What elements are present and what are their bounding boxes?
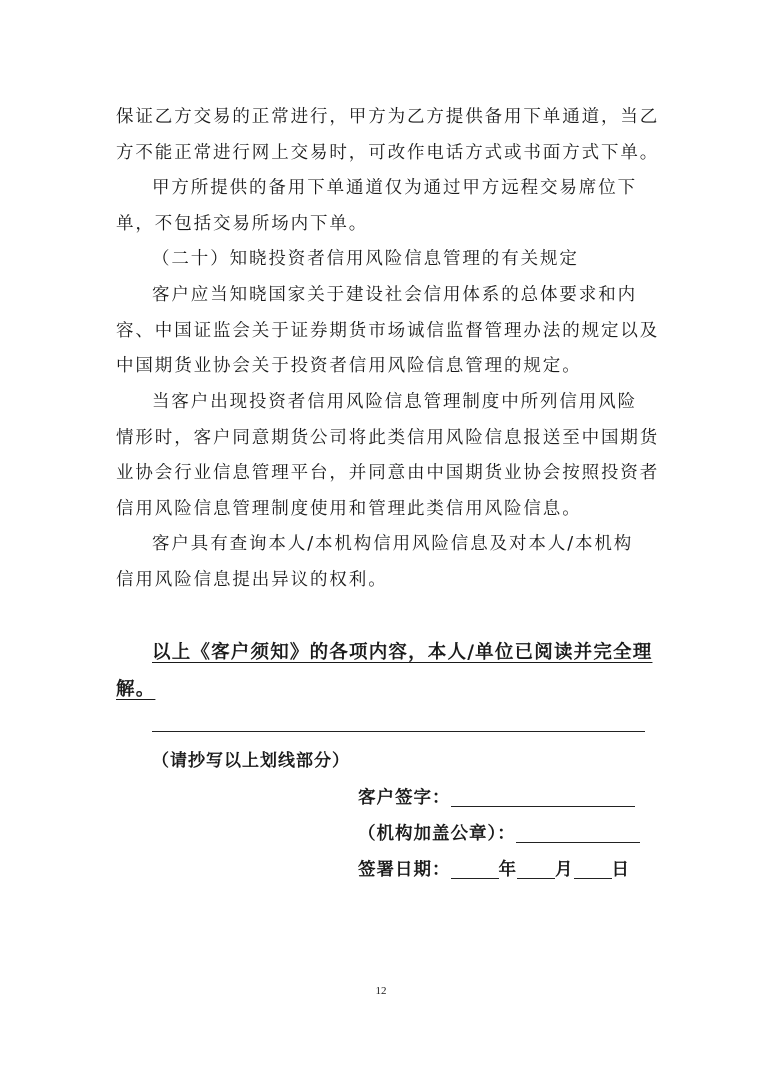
text-line: 容、中国证监会关于证券期货市场诚信监督管理办法的规定以及 [116,320,660,341]
year-label: 年 [498,860,517,880]
section-heading-text: （二十）知晓投资者信用风险信息管理的有关规定 [152,249,579,269]
seal-row [358,820,640,845]
copy-write-line[interactable] [152,731,645,732]
section-heading [116,242,648,278]
paragraph-backup-channel [116,100,660,171]
seal-label: （机构加盖公章）： [358,824,516,844]
day-field[interactable] [574,858,612,879]
day-label: 日 [611,860,630,880]
text-line: 中国期货业协会关于投资者信用风险信息管理的规定。 [116,356,582,377]
text-line: 当客户出现投资者信用风险信息管理制度中所列信用风险 [152,392,637,412]
paragraph-credit-rules [116,278,660,385]
customer-signature-field[interactable] [451,786,635,807]
paragraph-backup-scope [116,171,648,242]
date-row [358,856,630,881]
acknowledgement-statement [116,634,656,708]
month-label: 月 [555,860,574,880]
text-line: 信用风险信息管理制度使用和管理此类信用风险信息。 [116,498,582,519]
text-line: 客户具有查询本人/本机构信用风险信息及对本人/本机构 [152,534,634,554]
customer-signature-row [358,784,635,809]
copy-instruction: （请抄写以上划线部分） [152,751,350,771]
paragraph-query-rights [116,527,648,598]
acknowledgement-line: 解。 [116,679,156,700]
acknowledgement-line: 以上《客户须知》的各项内容，本人/单位已阅读并完全理 [152,642,653,663]
customer-signature-label: 客户签字： [358,788,451,808]
year-field[interactable] [451,858,499,879]
text-line: 信用风险信息提出异议的权利。 [116,569,388,590]
page-number: 12 [375,985,387,997]
paragraph-credit-reporting [116,385,660,527]
date-label: 签署日期： [358,860,451,880]
text-line: 客户应当知晓国家关于建设社会信用体系的总体要求和内 [152,285,637,305]
text-line: 甲方所提供的备用下单通道仅为通过甲方远程交易席位下 [152,178,637,198]
text-line: 单，不包括交易所场内下单。 [116,213,369,234]
month-field[interactable] [517,858,555,879]
text-line: 业协会行业信息管理平台，并同意由中国期货业协会按照投资者 [116,463,660,484]
text-line: 保证乙方交易的正常进行，甲方为乙方提供备用下单通道，当乙 [116,107,660,127]
seal-field[interactable] [516,822,640,843]
text-line: 情形时，客户同意期货公司将此类信用风险信息报送至中国期货 [116,427,660,448]
text-line: 方不能正常进行网上交易时，可改作电话方式或书面方式下单。 [116,142,660,163]
